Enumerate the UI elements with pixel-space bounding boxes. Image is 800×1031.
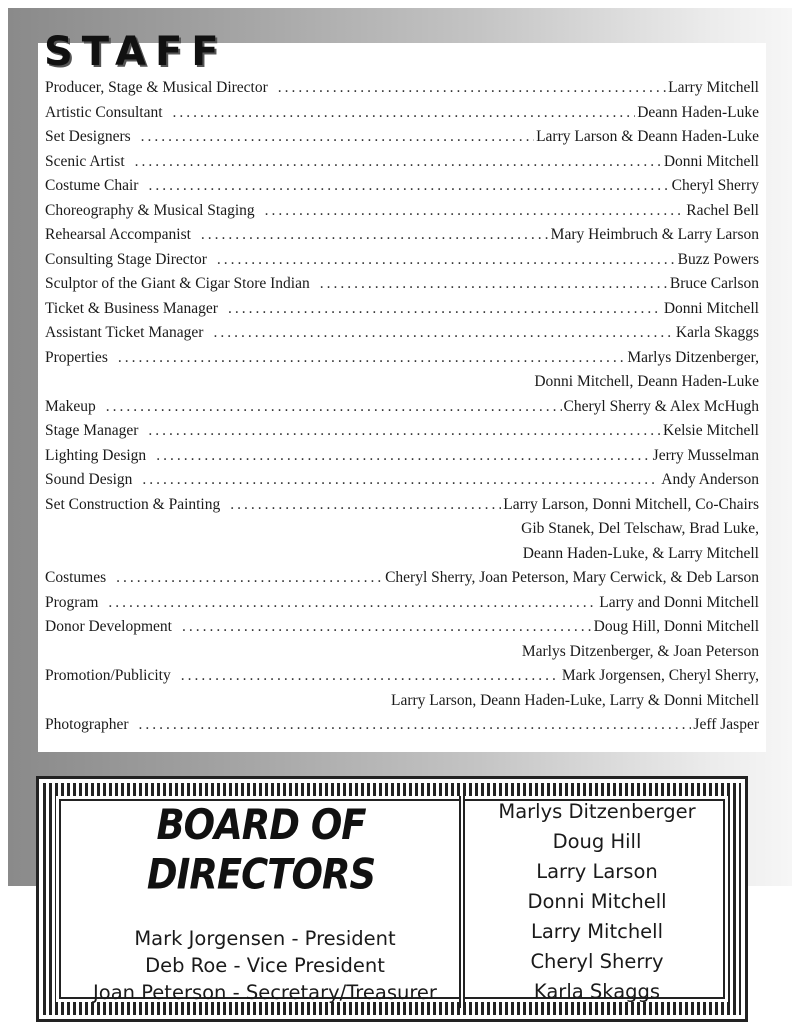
dot-leader [108, 591, 597, 616]
staff-credit-role: Stage Manager [45, 422, 139, 439]
staff-credit-row [45, 272, 759, 297]
staff-credits-list [45, 76, 759, 738]
staff-credit-name: Karla Skaggs [675, 324, 759, 341]
staff-credit-role: Makeup [45, 397, 96, 415]
staff-credit-name: Larry Larson & Deann Haden-Luke [536, 128, 759, 145]
dot-leader [142, 468, 659, 493]
dot-leader [320, 272, 668, 297]
dot-leader [135, 150, 662, 175]
board-member: Doug Hill [552, 830, 642, 853]
board-member: Cheryl Sherry [530, 950, 664, 973]
staff-credit-role: Properties [45, 348, 108, 366]
staff-credit-name: Mark Jorgensen, Cheryl Sherry, [561, 667, 759, 684]
staff-credit-row [45, 395, 759, 420]
dot-leader [173, 101, 636, 126]
staff-credit-role: Set Construction & Painting [45, 495, 221, 513]
board-member: Karla Skaggs [533, 980, 661, 1003]
staff-credit-role: Sculptor of the Giant & Cigar Store Indian [45, 275, 310, 292]
staff-credit-role: Scenic Artist [45, 152, 125, 170]
board-member: Marlys Ditzenberger [498, 800, 696, 823]
staff-credit-row [45, 199, 759, 224]
staff-credit-role: Donor Development [45, 618, 172, 635]
staff-credit-name: Kelsie Mitchell [663, 422, 759, 439]
staff-credit-name: Bruce Carlson [669, 275, 759, 292]
staff-credit-role: Ticket & Business Manager [45, 299, 218, 317]
staff-credit-role: Costumes [45, 569, 107, 586]
dot-leader [217, 248, 676, 273]
staff-credit-name: Doug Hill, Donni Mitchell [593, 618, 759, 635]
staff-credit-role: Photographer [45, 716, 129, 733]
dot-leader [148, 419, 661, 444]
staff-credit-name: Donni Mitchell [663, 152, 759, 170]
staff-credit-row [45, 346, 759, 371]
board-member: Donni Mitchell [527, 890, 667, 913]
dot-leader [156, 444, 650, 469]
dot-leader [278, 76, 666, 101]
staff-credit-row [45, 615, 759, 640]
staff-credit-name: Cheryl Sherry & Alex McHugh [563, 397, 759, 415]
board-title [101, 801, 421, 900]
staff-credit-name: Donni Mitchell [663, 299, 759, 317]
staff-credit-name: Deann Haden-Luke [637, 103, 759, 121]
staff-credit-role: Costume Chair [45, 177, 139, 194]
staff-credit-row [45, 566, 759, 591]
staff-credit-role: Rehearsal Accompanist [45, 226, 191, 243]
staff-credit-row [45, 493, 759, 518]
dot-leader [116, 566, 383, 591]
board-of-directors-box [36, 776, 748, 1022]
staff-credit-role: Artistic Consultant [45, 103, 163, 121]
dot-leader [106, 395, 562, 420]
officer-vice-president: Deb Roe - Vice President [145, 954, 385, 977]
staff-credit-row [45, 125, 759, 150]
dot-leader [228, 297, 662, 322]
staff-credit-name: Larry Mitchell [668, 79, 759, 96]
staff-credit-role: Promotion/Publicity [45, 667, 171, 684]
board-member: Larry Larson [536, 860, 658, 883]
staff-heading: STAFF [44, 29, 228, 75]
staff-credit-name: Jerry Musselman [652, 446, 759, 464]
staff-credit-continuation [45, 370, 759, 395]
dot-leader [181, 664, 560, 689]
staff-credit-continuation [45, 640, 759, 665]
staff-credit-role: Set Designers [45, 128, 131, 145]
board-title-line-2: DIRECTORS [146, 850, 376, 899]
board-title-line-1: BOARD OF [156, 801, 366, 850]
staff-credit-name: Marlys Ditzenberger, & Joan Peterson [521, 642, 759, 660]
staff-credit-row [45, 150, 759, 175]
dot-leader [139, 713, 692, 738]
staff-credit-row [45, 297, 759, 322]
dot-leader [230, 493, 501, 518]
staff-credit-row [45, 664, 759, 689]
staff-credit-role: Assistant Ticket Manager [45, 324, 204, 341]
staff-credit-row [45, 591, 759, 616]
dot-leader [141, 125, 534, 150]
dot-leader [213, 321, 673, 346]
staff-credit-row [45, 76, 759, 101]
staff-credit-row [45, 468, 759, 493]
dot-leader [182, 615, 592, 640]
staff-credit-name: Jeff Jasper [693, 716, 759, 733]
staff-credit-role: Lighting Design [45, 446, 147, 464]
staff-credit-continuation [45, 517, 759, 542]
dot-leader [265, 199, 685, 224]
dot-leader [201, 223, 549, 248]
board-members [479, 797, 715, 1007]
staff-credit-name: Mary Heimbruch & Larry Larson [550, 226, 759, 243]
officer-president: Mark Jorgensen - President [134, 927, 396, 950]
staff-credit-name: Larry and Donni Mitchell [599, 593, 759, 611]
dot-leader [148, 174, 669, 199]
staff-credit-role: Consulting Stage Director [45, 250, 207, 268]
staff-credit-role: Program [45, 593, 99, 611]
dot-leader [118, 346, 625, 371]
staff-credit-name: Cheryl Sherry, Joan Peterson, Mary Cerwick, & Deb Larson [385, 569, 759, 586]
officer-secretary-treasurer: Joan Peterson - Secretary/Treasurer [93, 981, 437, 1004]
staff-credit-row [45, 101, 759, 126]
staff-credit-row [45, 248, 759, 273]
board-member: Larry Mitchell [530, 920, 664, 943]
staff-credit-name: Marlys Ditzenberger, [627, 348, 759, 366]
staff-credit-continuation [45, 542, 759, 567]
staff-credit-role: Choreography & Musical Staging [45, 201, 255, 219]
staff-credit-row [45, 223, 759, 248]
staff-credit-name: Larry Larson, Deann Haden-Luke, Larry & Donni Mitchell [391, 691, 759, 709]
staff-credit-name: Donni Mitchell, Deann Haden-Luke [534, 373, 759, 390]
staff-credit-role: Producer, Stage & Musical Director [45, 79, 268, 96]
board-column-divider [459, 796, 465, 1008]
staff-credit-name: Gib Stanek, Del Telschaw, Brad Luke, [521, 520, 759, 537]
staff-credit-row [45, 713, 759, 738]
staff-credit-name: Andy Anderson [661, 471, 759, 488]
staff-credit-row [45, 321, 759, 346]
staff-credit-name: Buzz Powers [677, 250, 759, 268]
staff-credit-name: Rachel Bell [686, 201, 759, 219]
staff-credit-name: Deann Haden-Luke, & Larry Mitchell [522, 544, 759, 562]
staff-credit-name: Cheryl Sherry [671, 177, 759, 194]
staff-credit-row [45, 444, 759, 469]
staff-credit-role: Sound Design [45, 471, 133, 488]
staff-credit-row [45, 419, 759, 444]
staff-credit-name: Larry Larson, Donni Mitchell, Co-Chairs [503, 495, 759, 513]
board-officers [81, 925, 449, 1006]
staff-credit-row [45, 174, 759, 199]
staff-credit-continuation [45, 689, 759, 714]
